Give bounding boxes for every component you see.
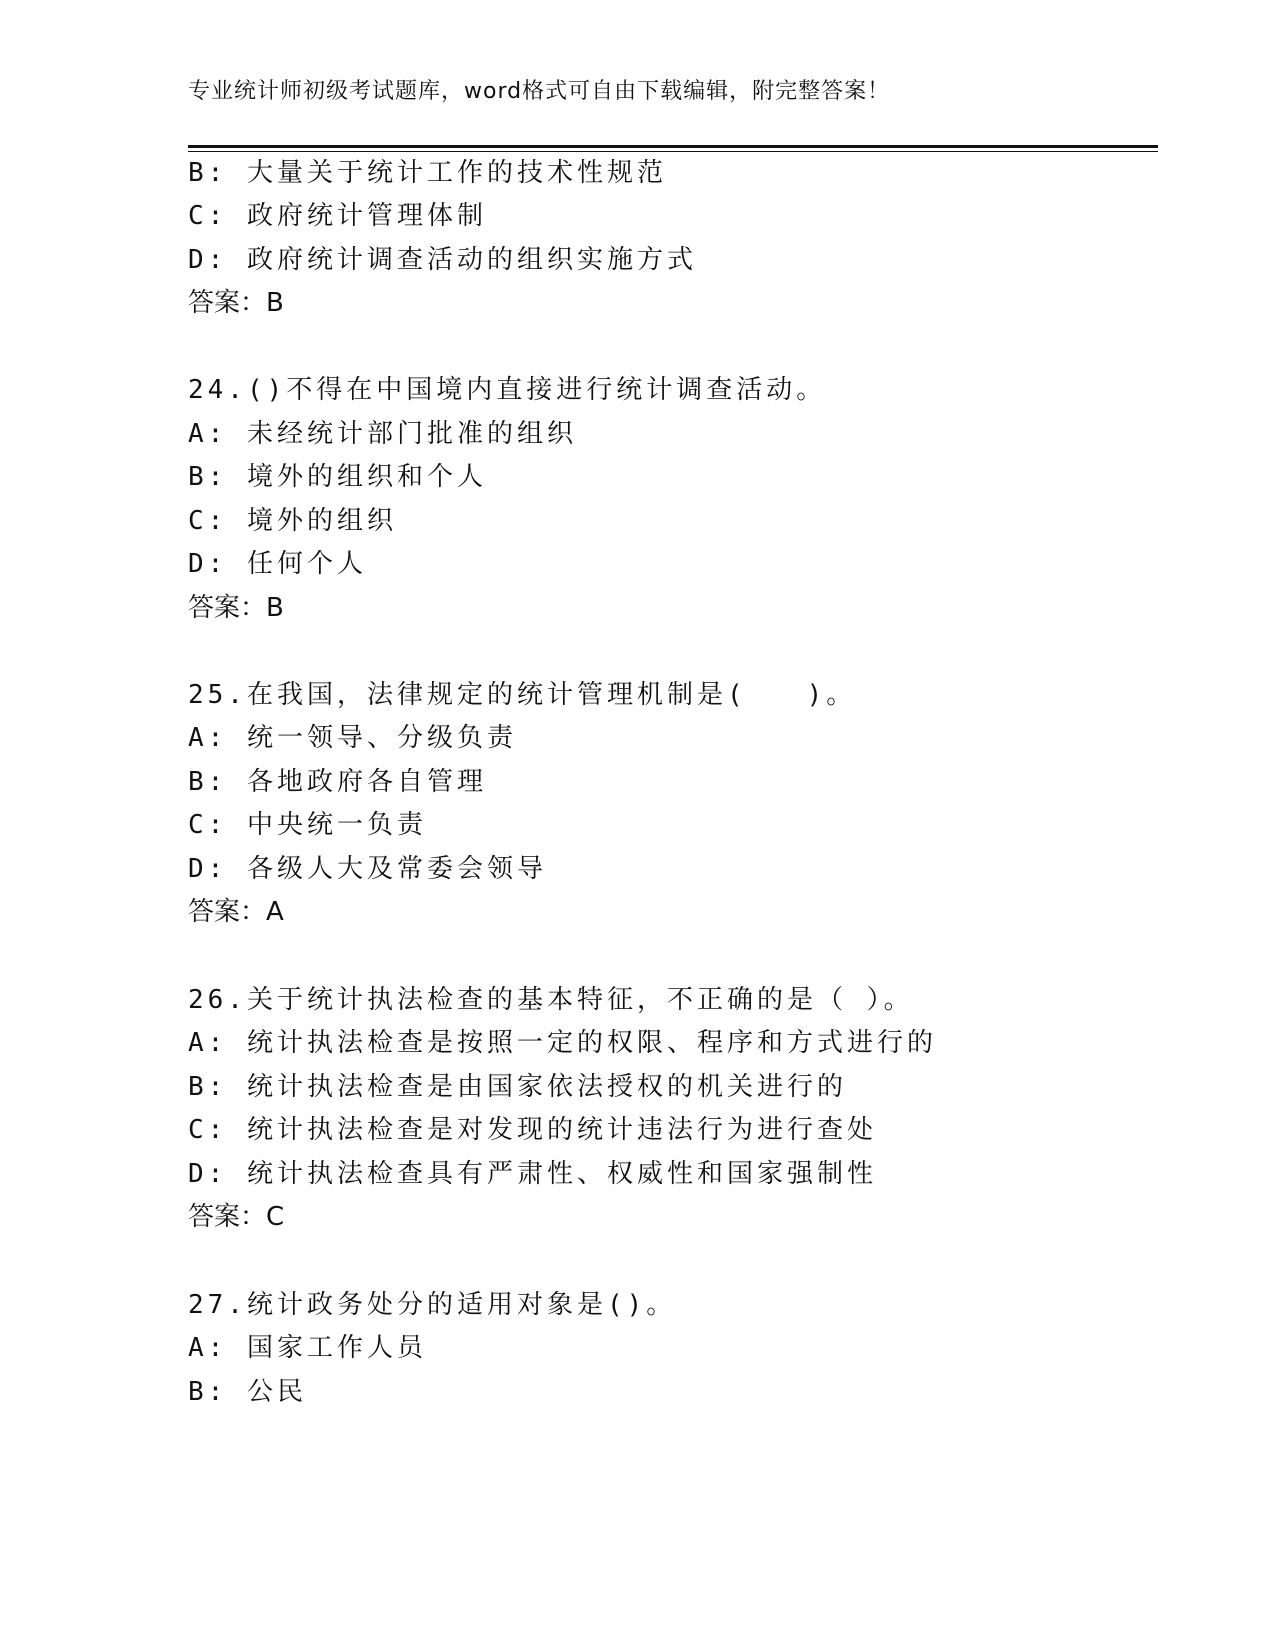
option-b: B: 公民 — [188, 1377, 307, 1407]
option-c: C: 境外的组织 — [188, 506, 397, 536]
option-d: D: 统计执法检查具有严肃性、权威性和国家强制性 — [188, 1159, 877, 1189]
header-rule-thin — [188, 151, 1158, 152]
question-stem: 24.()不得在中国境内直接进行统计调查活动。 — [188, 375, 827, 405]
option-b: B: 统计执法检查是由国家依法授权的机关进行的 — [188, 1072, 847, 1102]
option-a: A: 统计执法检查是按照一定的权限、程序和方式进行的 — [188, 1028, 937, 1058]
question-stem: 25.在我国，法律规定的统计管理机制是( )。 — [188, 680, 857, 710]
option-c: C: 中央统一负责 — [188, 810, 427, 840]
answer-line: 答案：B — [188, 288, 284, 318]
option-b: B: 各地政府各自管理 — [188, 767, 487, 797]
question-stem: 26.关于统计执法检查的基本特征，不正确的是（ ）。 — [188, 985, 914, 1015]
option-d: D: 任何个人 — [188, 549, 367, 579]
option-a: A: 统一领导、分级负责 — [188, 723, 517, 753]
page-header: 专业统计师初级考试题库，word格式可自由下载编辑，附完整答案！ — [188, 79, 891, 104]
option-a: A: 国家工作人员 — [188, 1333, 427, 1363]
answer-line: 答案：A — [188, 897, 284, 927]
answer-line: 答案：C — [188, 1202, 285, 1232]
option-b: B: 境外的组织和个人 — [188, 462, 487, 492]
option-d: D: 各级人大及常委会领导 — [188, 854, 547, 884]
header-rule-thick — [188, 145, 1158, 148]
question-stem: 27.统计政务处分的适用对象是()。 — [188, 1290, 677, 1320]
option-c: C: 统计执法检查是对发现的统计违法行为进行查处 — [188, 1115, 877, 1145]
answer-line: 答案：B — [188, 593, 284, 623]
option-c: C: 政府统计管理体制 — [188, 201, 487, 231]
option-b: B: 大量关于统计工作的技术性规范 — [188, 158, 667, 188]
option-d: D: 政府统计调查活动的组织实施方式 — [188, 245, 697, 275]
option-a: A: 未经统计部门批准的组织 — [188, 419, 577, 449]
